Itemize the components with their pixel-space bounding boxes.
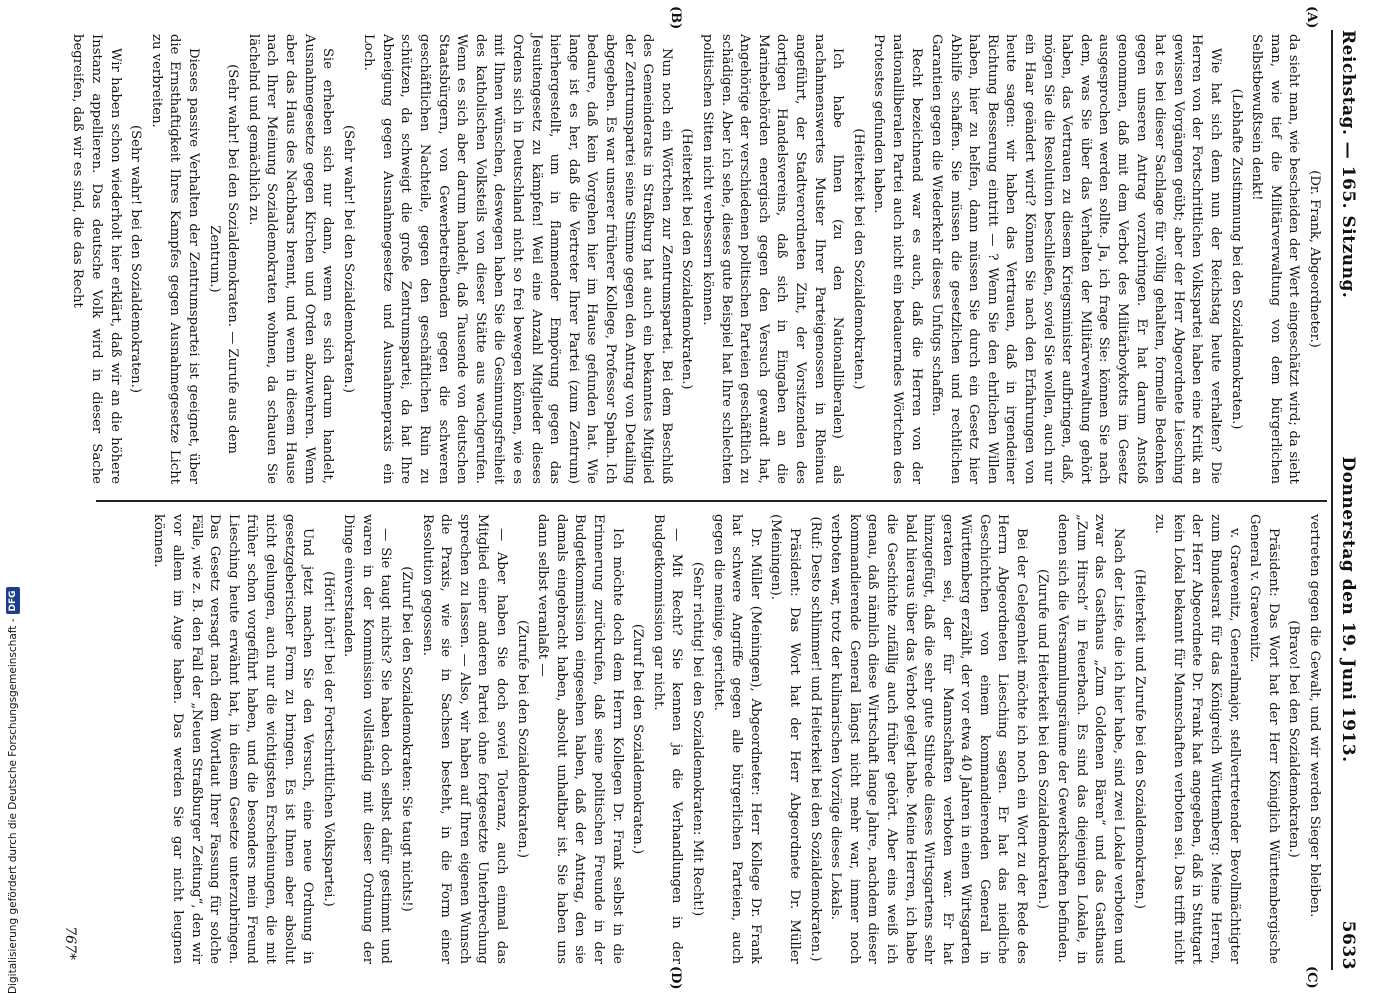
interjection: (Sehr richtig! bei den Sozialdemokraten: Mit Recht!): [690, 561, 705, 917]
paragraph: Recht bezeichnend war es auch, daß die Herren von der nationalliberalen Partei auch nicht ein bedauerndes Wörtchen des Protestes gefunden haben.: [871, 34, 924, 484]
dfg-logo-icon: DFG: [6, 587, 20, 614]
paragraph: Bei der Gelegenheit möchte ich noch ein Wort zu der Rede des Herrn Abgeordneten Liesching sagen. Er hat das niedliche Geschichtchen von einem kommandierenden General in Württemberg erzählt, der vor etwa 40 Jahren in einen Wirtsgarten geraten sei, der für Mannschaften verboten war. Er hat hinzugefügt, daß die sehr gute Stilrede dieses Wirtsgartens sehr bald hieraus über das Verbot gelegt habe. Meine Herren, ich habe die Geschichte zufällig auch früher gehört. Aber eins weiß ich genau, daß nämlich diese Wirtschaft lange Jahre, nachdem dieser kommandierende General längst nicht mehr war, immer noch verboten war, trotz der kulinarischen Vorzüge dieses Lokals.: [828, 514, 1030, 964]
interjection: (Ruf: Desto schlimmer! und Heiterkeit bei den Sozialdemokraten.): [807, 516, 823, 962]
paragraph: Dieses passive Verhalten der Zentrumspartei ist geeignet, über die Ernsthaftigkeit Ihres Kampfes gegen Ausnahmegesetze Licht zu verbreiten.: [148, 34, 201, 484]
digitization-credit: [2, 590, 24, 994]
paragraph: — Aber haben Sie doch soviel Toleranz, auch einmal das Mitglied einer anderen Partei ohne fortgesetzte Unterbrechung sprechen zu lassen. — Also, wir haben auf Ihren eigenen Wunsch die Praxis, wie sie in Sachsen besteht, in die Form einer Resolution gegossen.: [419, 514, 510, 964]
header-date: Donnerstag den 19. Juni 1913.: [1338, 456, 1358, 763]
paragraph: Und jetzt machen Sie den Versuch, eine neue Ordnung in gesetzgeberischer Form zu bringen. Es ist Ihnen aber absolut nicht gelungen, auch nur die wichtigsten Erscheinungen, die mit früher schon vorgeführt haben, und die besonders mein Freund Liesching heute erwähnt hat, in diesem Gesetze unterzubringen. Das Gesetz versagt nach dem Wortlaut Ihrer Fassung für solche Fälle, wie z. B. den Fall der „Neuen Straßburger Zeitung“, den wir vor allem im Auge haben. Das werden Sie gar nicht leugnen können.: [151, 514, 316, 964]
speaker-statement: v. Graevenitz, Generalmajor, stellvertretender Bevollmächtigter zum Bundesrat für das Königreich Württemberg: Meine Herren, der Herr Abgeordnete Dr. Frank hat angegeben, daß in Stuttgart kein Lokal bekannt für Mannschaften verboten sei. Das trifft nicht zu.: [1152, 514, 1242, 964]
paragraph: — Sie taugt nichts? Sie haben doch selbst dafür gestimmt und waren in der Kommission vollständig mit dieser Ordnung der Dinge einverstanden.: [341, 514, 394, 964]
interjection: (Sehr wahr! bei den Sozialdemokraten.): [340, 125, 356, 393]
right-column: [96, 514, 1323, 964]
header-rule: [1331, 30, 1333, 970]
speaker-statement: Dr. Müller (Meiningen), Abgeordneter: Herr Kollege Dr. Frank hat schwere Angriffe gegen alle bürgerlichen Parteien, auch gegen die meinige, gerichtet.: [710, 514, 763, 964]
interjection: (Heiterkeit bei den Sozialdemokraten.): [850, 128, 866, 390]
margin-mark-c: (C): [1304, 966, 1319, 989]
paragraph: — Mit Recht? Sie kennen ja die Verhandlungen in der Budgetkommission gar nicht.: [650, 514, 685, 964]
interjection: (Lebhafte Zustimmung bei den Sozialdemokraten.): [1228, 88, 1244, 430]
header-left: Reichstag. — 165. Sitzung.: [1338, 30, 1358, 299]
interjection: (Zurufe und Heiterkeit bei den Sozialdemokraten.): [1034, 568, 1050, 910]
interjection: (Sehr wahr! bei den Sozialdemokraten.): [128, 125, 144, 393]
president-statement: Präsident: Das Wort hat der Herr Königlich Württembergische General v. Graevenitz.: [1247, 514, 1281, 964]
paragraph: Wir haben schon wiederholt hier erklärt, daß wir an die höhere Instanz appellieren. Das deutsche Volk wird in dieser Sache begreifen, daß wir es sind, die das Recht: [70, 34, 123, 484]
digitization-sidebar: [2, 590, 24, 994]
interjection: (Heiterkeit und Zurufe bei den Sozialdemokraten.): [1131, 568, 1147, 910]
interjection: (Sehr wahr! bei den Sozialdemokraten. — Zurufe aus dem Zentrum.): [206, 64, 241, 454]
interjection: (Zurufe bei den Sozialdemokraten.): [514, 619, 530, 859]
paragraph: Ich habe Ihnen (zu den Nationalliberalen) als nachahmenswertes Muster Ihrer Parteigenossen in Rheinau angeführt, der Stadtverordneten Zint, der Vorsitzenden des dortigen Handelsvereins, daß sich in Eingaben an die Marinebehörden energisch gegen den Versuch gewandt hat, Angehörige der verschiedenen politischen Parteien geschäftlich zu schädigen. Aber ich sehe, dieses gute Beispiel hat Ihre schlechten politischen Sitten nicht verbessern können.: [700, 34, 846, 484]
paragraph: vertreten gegen die Gewalt, und wir werden Sieger bleiben.: [1307, 514, 1322, 918]
president-statement: Präsident: Das Wort hat der Herr Abgeordnete Dr. Müller (Meiningen).: [768, 514, 802, 964]
page-number: 5633: [1338, 920, 1358, 970]
interjection: (Bravo! bei den Sozialdemokraten.): [1286, 620, 1302, 858]
paragraph: Wie hat sich denn nun der Reichstag heute verhalten? Die Herren von der Fortschrittlichen Volkspartei haben eine Kritik an gewissen Vorgängen geübt; aber der Herr Abgeordnete Liesching hat es bei dieser Sachlage für völlig gehalten, formelle Bedenken gegen unseren Antrag vorzubringen. Er hat darum Anstoß genommen, daß mit dem Verbot des Militärboykotts im Gesetz ausgesprochen werden sollte. Ja, ich frage Sie: können Sie nach dem, was Sie über das Verhalten der Militärverwaltung gehört haben, das Vertrauen zu diesem Kriegsminister aufbringen, daß, mögen Sie die Resolution beschließen, soviel Sie wollen, auch nur ein Haar geändert wird? Können Sie nach den Erfahrungen von heute sagen: wir haben das Vertrauen, daß in irgendeiner Richtung Besserung eintritt — ? Wenn Sie den ehrlichen Willen haben, hier zu helfen, dann müssen Sie durch ein Gesetz hier Abhilfe schaffen. Sie müssen die gesetzlichen und rechtlichen Garantien gegen die Wiederkehr dieses Unfugs schaffen.: [929, 34, 1224, 484]
paragraph: Nun noch ein Wörtchen zur Zentrumspartei. Bei dem Beschluß des Gemeinderats in Straßburg hat auch ein bekanntes Mitglied der Zentrumspartei seine Stimme gegen den Antrag von Detailing abgegeben. Es war unserer früherer Kollege, Professor Spahn. Ich bedaure, daß kein Vorgehen hier im Hause gefunden hat. Wie lange ist es her, daß die Vertreter Ihrer Partei (zum Zentrum) hierhergestellt, um in flammender Empörung gegen das Jesuitengesetz zu kämpfen! Weil eine Anzahl Mitglieder dieses Ordens sich in Deutschland nicht so frei bewegen können, wie es mit Ihnen wünschen, deswegen haben Sie die Gesinnungsfreiheit des katholischen Volksteils von dieser Stätte aus wachgerufen. Wenn es sich aber darum handelt, daß Tausende von deutschen Staatsbürgern, von Gewerbetreibenden gegen die schweren geschäftlichen Nachteile, gegen den geschäftlichen Ruin zu schützen, da schweigt die große Zentrumspartei, da hat Ihre Abneigung gegen Ausnahmegesetze und Ausnahmepraxis ein Loch.: [361, 34, 674, 484]
signature-mark: 767*: [62, 926, 78, 960]
interjection: (Hört! hört! bei der Fortschrittlichen Volkspartei.): [320, 571, 336, 907]
column-divider: [96, 500, 1327, 502]
paragraph: da sieht man, wie bescheiden der Wert eingeschätzt wird; da sieht man, wie tief die Militärverwaltung von dem bürgerlichen Selbstbewußtsein denkt!: [1249, 34, 1302, 484]
interjection: (Zuruf bei den Sozialdemokraten.): [630, 623, 646, 855]
paragraph: Ich möchte doch dem Herrn Kollegen Dr. Frank selbst in die Erinnerung zurückrufen, daß seine politischen Freunde in der Budgetkommission eingesehen haben, daß der Antrag, den sie damals eingebracht haben, absolut unhaltbar ist. Sie haben uns dann selbst veranlaßt —: [535, 514, 625, 964]
speaker-continuation: (Dr. Frank, Abgeordneter.): [1307, 170, 1322, 348]
credit-text: Digitalisierung gefördert durch die Deutsche Forschungsgemeinschaft -: [7, 618, 19, 994]
left-column: [70, 34, 1323, 484]
interjection: (Zuruf bei den Sozialdemokraten: Sie taugt nichts!): [399, 566, 415, 912]
margin-mark-b: (B): [668, 6, 683, 30]
paragraph: Nach der Liste, die ich hier habe, sind zwei Lokale verboten und zwar das Gasthaus „Zum Goldenen Bären“ und das Gasthaus „Zum Hirsch“ in Feuerbach. Es sind das diejenigen Lokale, in denen sich die Versammlungsräume der Gewerkschaften befinden.: [1055, 514, 1127, 964]
interjection: (Heiterkeit bei den Sozialdemokraten.): [679, 128, 695, 390]
margin-mark-d: (D): [668, 966, 683, 990]
margin-mark-a: (A): [1304, 6, 1319, 29]
page-header: [1335, 30, 1361, 970]
paragraph: Sie erheben sich nur dann, wenn es sich darum handelt, Ausnahmegesetze gegen Kirchen und Orden abzuwehren. Wenn aber das Haus des Nachbars brennt, und wenn in diesem Hause nach Ihrer Meinung Sozialdemokraten wohnen, da schauen Sie lächelnd und gemächlich zu.: [245, 34, 336, 484]
